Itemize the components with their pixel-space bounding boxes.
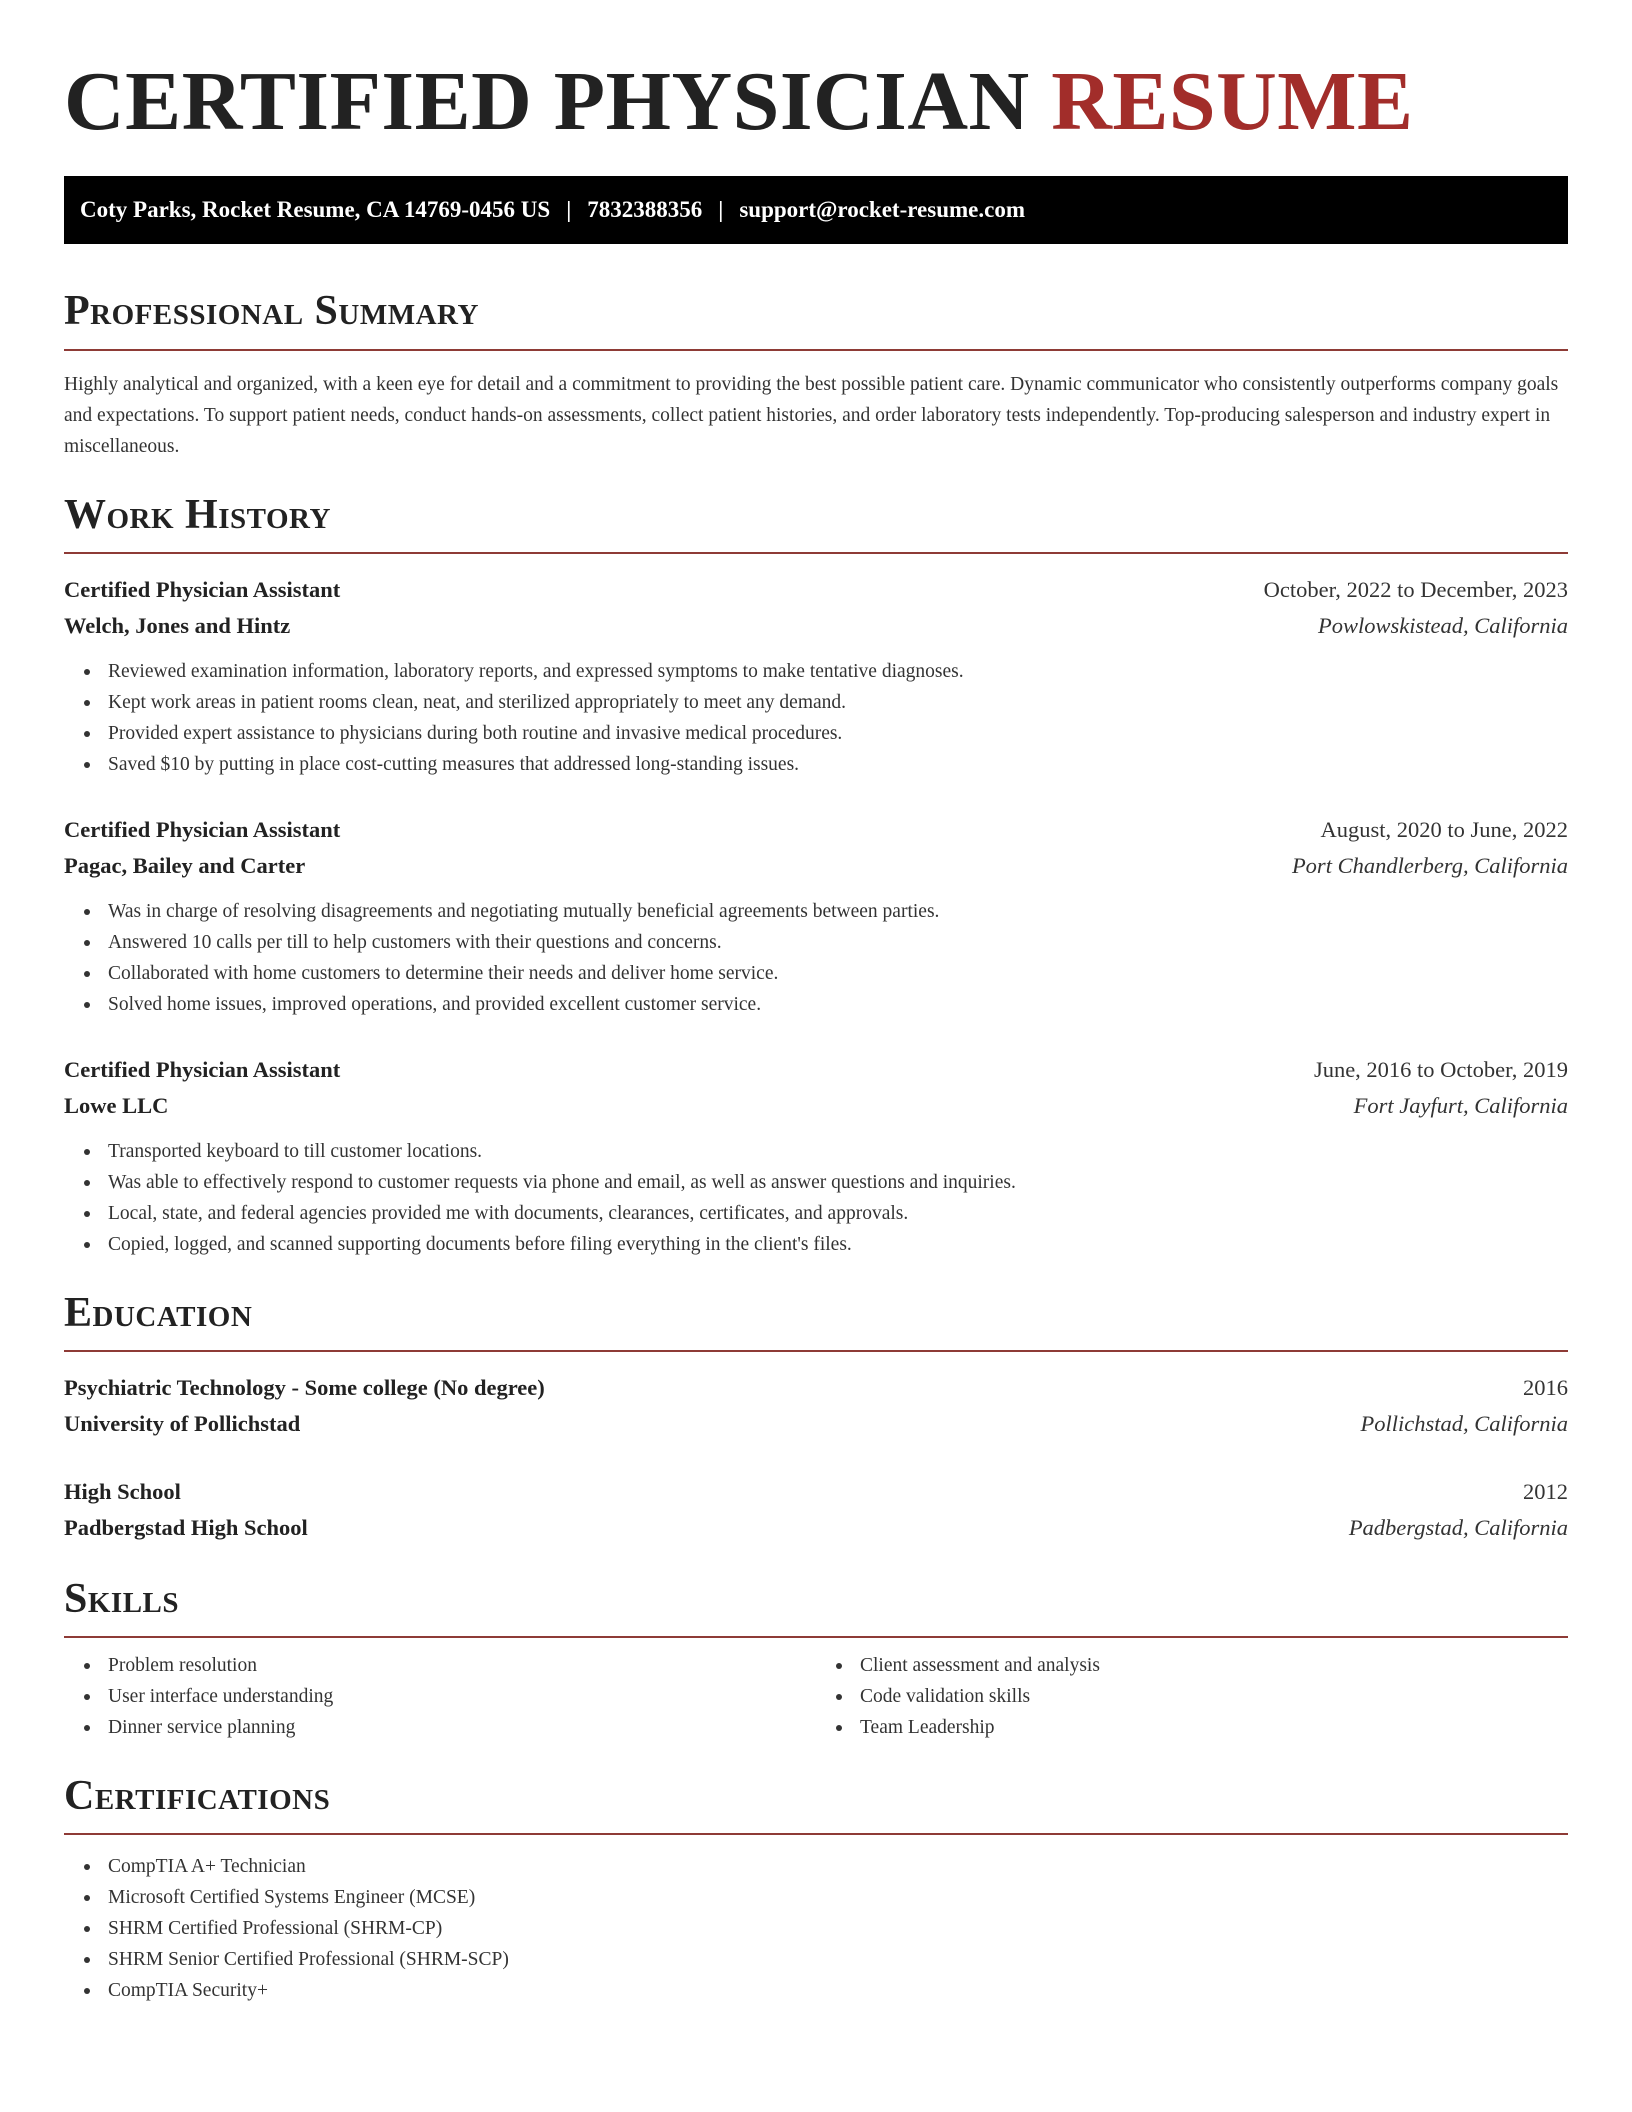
- summary-text: Highly analytical and organized, with a keen eye for detail and a commitment to providing the best possible patient care. Dynamic communicator who consistently outperforms company goals and expectations. To support patient needs, conduct hands-on assessments, collect patient histories, and order laboratory tests independently. Top-producing salesperson and industry expert in miscellaneous.: [64, 373, 1559, 457]
- list-item: Local, state, and federal agencies provided me with documents, clearances, certificates, and approvals.: [108, 1198, 1568, 1229]
- list-item: Reviewed examination information, laboratory reports, and expressed symptoms to make tentative diagnoses.: [108, 656, 1568, 687]
- contact-address: Coty Parks, Rocket Resume, CA 14769-0456 US: [80, 197, 551, 223]
- section-divider: [64, 1636, 1568, 1638]
- title-main: CERTIFIED PHYSICIAN: [64, 55, 1030, 148]
- education-year: 2012: [1523, 1478, 1568, 1504]
- job-dates: June, 2016 to October, 2019: [1313, 1056, 1568, 1082]
- job-title: Certified Physician Assistant: [64, 1056, 341, 1082]
- list-item: CompTIA A+ Technician: [108, 1851, 1568, 1882]
- skills-grid: [64, 1650, 1568, 1743]
- job-duties-list: [64, 1136, 1568, 1260]
- section-divider: [64, 349, 1568, 351]
- job-duties-list: [64, 896, 1568, 1020]
- section-heading-education: Education: [64, 1289, 253, 1336]
- job-entry: [64, 812, 1568, 1020]
- list-item: SHRM Certified Professional (SHRM-CP): [108, 1913, 1568, 1944]
- job-duties-list: [64, 656, 1568, 780]
- job-dates: August, 2020 to June, 2022: [1320, 816, 1568, 842]
- education-school: University of Pollichstad: [64, 1410, 301, 1436]
- list-item: Copied, logged, and scanned supporting documents before filing everything in the client's files.: [108, 1229, 1568, 1260]
- list-item: Provided expert assistance to physicians during both routine and invasive medical procedures.: [108, 718, 1568, 749]
- job-company: Pagac, Bailey and Carter: [64, 852, 306, 878]
- job-title: Certified Physician Assistant: [64, 816, 341, 842]
- education-entry: [64, 1370, 1568, 1442]
- job-title: Certified Physician Assistant: [64, 576, 341, 602]
- list-item: Code validation skills: [860, 1681, 1568, 1712]
- list-item: Saved $10 by putting in place cost-cutting measures that addressed long-standing issues.: [108, 749, 1568, 780]
- resume-title: [64, 56, 1568, 148]
- list-item: Transported keyboard to till customer locations.: [108, 1136, 1568, 1167]
- contact-separator: |: [566, 197, 572, 223]
- section-divider: [64, 1350, 1568, 1352]
- section-heading-certifications: Certifications: [64, 1773, 331, 1820]
- job-company: Lowe LLC: [64, 1092, 169, 1118]
- job-entry: [64, 1052, 1568, 1260]
- list-item: Was able to effectively respond to customer requests via phone and email, as well as answer questions and inquiries.: [108, 1167, 1568, 1198]
- section-divider: [64, 1833, 1568, 1835]
- section-heading-summary: Professional Summary: [64, 288, 479, 335]
- certifications-list: [64, 1851, 1568, 2006]
- job-dates: October, 2022 to December, 2023: [1263, 576, 1568, 602]
- contact-phone: 7832388356: [587, 197, 703, 223]
- skills-list-left: [64, 1650, 816, 1743]
- list-item: Problem resolution: [108, 1650, 816, 1681]
- contact-bar: [64, 176, 1568, 244]
- list-item: Collaborated with home customers to determine their needs and deliver home service.: [108, 958, 1568, 989]
- education-entry: [64, 1474, 1568, 1546]
- section-heading-work: Work History: [64, 491, 331, 538]
- job-company: Welch, Jones and Hintz: [64, 612, 291, 638]
- list-item: Team Leadership: [860, 1712, 1568, 1743]
- list-item: Was in charge of resolving disagreements and negotiating mutually beneficial agreements between parties.: [108, 896, 1568, 927]
- list-item: Kept work areas in patient rooms clean, neat, and sterilized appropriately to meet any demand.: [108, 687, 1568, 718]
- list-item: User interface understanding: [108, 1681, 816, 1712]
- education-degree: Psychiatric Technology - Some college (No degree): [64, 1374, 545, 1400]
- title-accent: RESUME: [1051, 55, 1414, 148]
- education-location: Pollichstad, California: [1360, 1410, 1568, 1436]
- work-history-section: [64, 492, 1568, 1260]
- job-entry: [64, 572, 1568, 780]
- list-item: Client assessment and analysis: [860, 1650, 1568, 1681]
- education-degree: High School: [64, 1478, 181, 1504]
- job-location: Powlowskistead, California: [1317, 612, 1568, 638]
- job-location: Fort Jayfurt, California: [1353, 1092, 1568, 1118]
- section-divider: [64, 552, 1568, 554]
- list-item: SHRM Senior Certified Professional (SHRM-SCP): [108, 1944, 1568, 1975]
- education-section: [64, 1290, 1568, 1546]
- list-item: Answered 10 calls per till to help customers with their questions and concerns.: [108, 927, 1568, 958]
- skills-section: [64, 1576, 1568, 1743]
- contact-separator: |: [718, 197, 724, 223]
- section-heading-skills: Skills: [64, 1575, 180, 1622]
- summary-section: [64, 288, 1568, 461]
- education-year: 2016: [1523, 1374, 1568, 1400]
- job-location: Port Chandlerberg, California: [1291, 852, 1568, 878]
- education-location: Padbergstad, California: [1348, 1514, 1568, 1540]
- certifications-section: [64, 1773, 1568, 2006]
- list-item: Solved home issues, improved operations, and provided excellent customer service.: [108, 989, 1568, 1020]
- skills-list-right: [816, 1650, 1568, 1743]
- contact-email: support@rocket-resume.com: [739, 197, 1025, 223]
- education-school: Padbergstad High School: [64, 1514, 308, 1540]
- list-item: CompTIA Security+: [108, 1975, 1568, 2006]
- list-item: Dinner service planning: [108, 1712, 816, 1743]
- list-item: Microsoft Certified Systems Engineer (MCSE): [108, 1882, 1568, 1913]
